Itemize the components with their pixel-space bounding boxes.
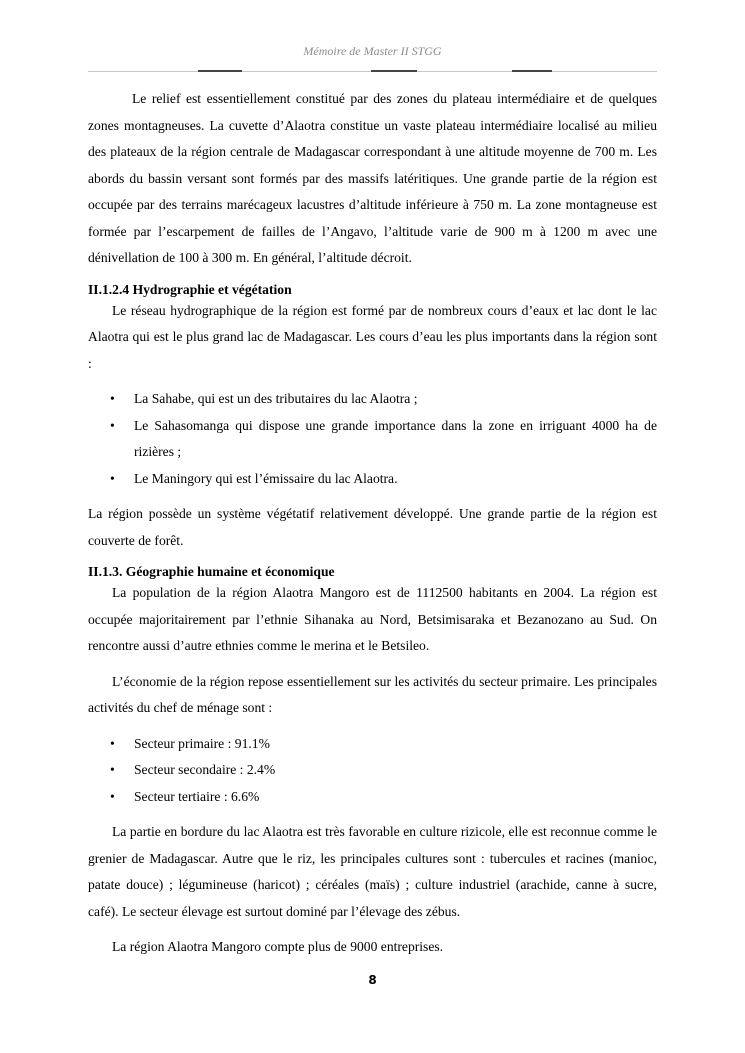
list-item-text: Secteur secondaire : 2.4% (134, 762, 276, 777)
list-item (88, 731, 657, 758)
sectors-list (88, 731, 657, 811)
list-item (88, 466, 657, 493)
vegetation-paragraph: La région possède un système végétatif relativement développé. Une grande partie de la région est couverte de forêt. (88, 506, 657, 548)
rivers-list (88, 386, 657, 492)
list-item-text: La Sahabe, qui est un des tributaires du lac Alaotra ; (134, 391, 418, 406)
list-item-text: Secteur tertiaire : 6.6% (134, 788, 260, 804)
bullet-icon: • (110, 470, 115, 486)
header-rule-accent (512, 70, 552, 72)
bullet-icon: • (110, 735, 115, 751)
population-paragraph: La population de la région Alaotra Mangoro est de 1112500 habitants en 2004. La région est occupée majoritairement par l’ethnie Sihanaka au Nord, Betsimisaraka et Bezanozano au Sud. On rencontre aussi d’autre ethnies comme le merina et le Betsileo. (88, 585, 657, 653)
section-heading-human-geography: II.1.3. Géographie humaine et économique (88, 564, 335, 579)
section-heading-hydrography: II.1.2.4 Hydrographie et végétation (88, 281, 292, 297)
economy-paragraph: L’économie de la région repose essentiellement sur les activités du secteur primaire. Les principales activités du chef de ménage sont : (88, 673, 657, 715)
list-item-text: Le Maningory qui est l’émissaire du lac Alaotra. (134, 470, 398, 486)
list-item (88, 413, 657, 466)
list-item (88, 784, 657, 811)
bullet-icon: • (110, 762, 115, 777)
hydrography-intro-paragraph: Le réseau hydrographique de la région est formé par de nombreux cours d’eaux et lac dont le lac Alaotra qui est le plus grand lac de Madagascar. Les cours d’eau les plus importants dans la région sont : (88, 302, 657, 371)
header-rule-accent (198, 70, 242, 72)
relief-paragraph: Le relief est essentiellement constitué par des zones du plateau intermédiaire et de quelques zones montagneuses. La cuvette d’Alaotra constitue un vaste plateau intermédiaire localisé au milieu des plateaux de la région centrale de Madagascar correspondant à une altitude moyenne de 700 m. Les abords du bassin versant sont formés par des massifs latéritiques. Une grande partie de la région est occupée par des terrains marécageux lacustres d’altitude inférieure à 750 m. La zone montagneuse est formée par l’escarpement de failles de l’Angavo, l’altitude varie de 900 m à 1200 m avec une dénivellation de 100 à 300 m. En général, l’altitude décroit. (88, 91, 657, 265)
list-item-text: Le Sahasomanga qui dispose une grande importance dans la zone en irriguant 4000 ha de rizières ; (134, 417, 657, 459)
bullet-icon: • (110, 417, 115, 433)
list-item (88, 757, 657, 784)
running-header: Mémoire de Master II STGG (303, 44, 442, 58)
bullet-icon: • (110, 391, 115, 406)
header-rule-accent (371, 70, 417, 72)
list-item-text: Secteur primaire : 91.1% (134, 735, 270, 751)
enterprises-paragraph: La région Alaotra Mangoro compte plus de 9000 entreprises. (112, 939, 444, 954)
agriculture-paragraph: La partie en bordure du lac Alaotra est très favorable en culture rizicole, elle est reconnue comme le grenier de Madagascar. Autre que le riz, les principales cultures sont : tubercules et racines (manioc, patate douce) ; légumineuse (haricot) ; céréales (maïs) ; culture industriel (arachide, canne à sucre, café). Le secteur élevage est surtout dominé par l’élevage des zébus. (88, 824, 657, 919)
document-body (88, 86, 657, 961)
list-item (88, 386, 657, 413)
page-number: 8 (368, 973, 377, 987)
bullet-icon: • (110, 788, 115, 804)
